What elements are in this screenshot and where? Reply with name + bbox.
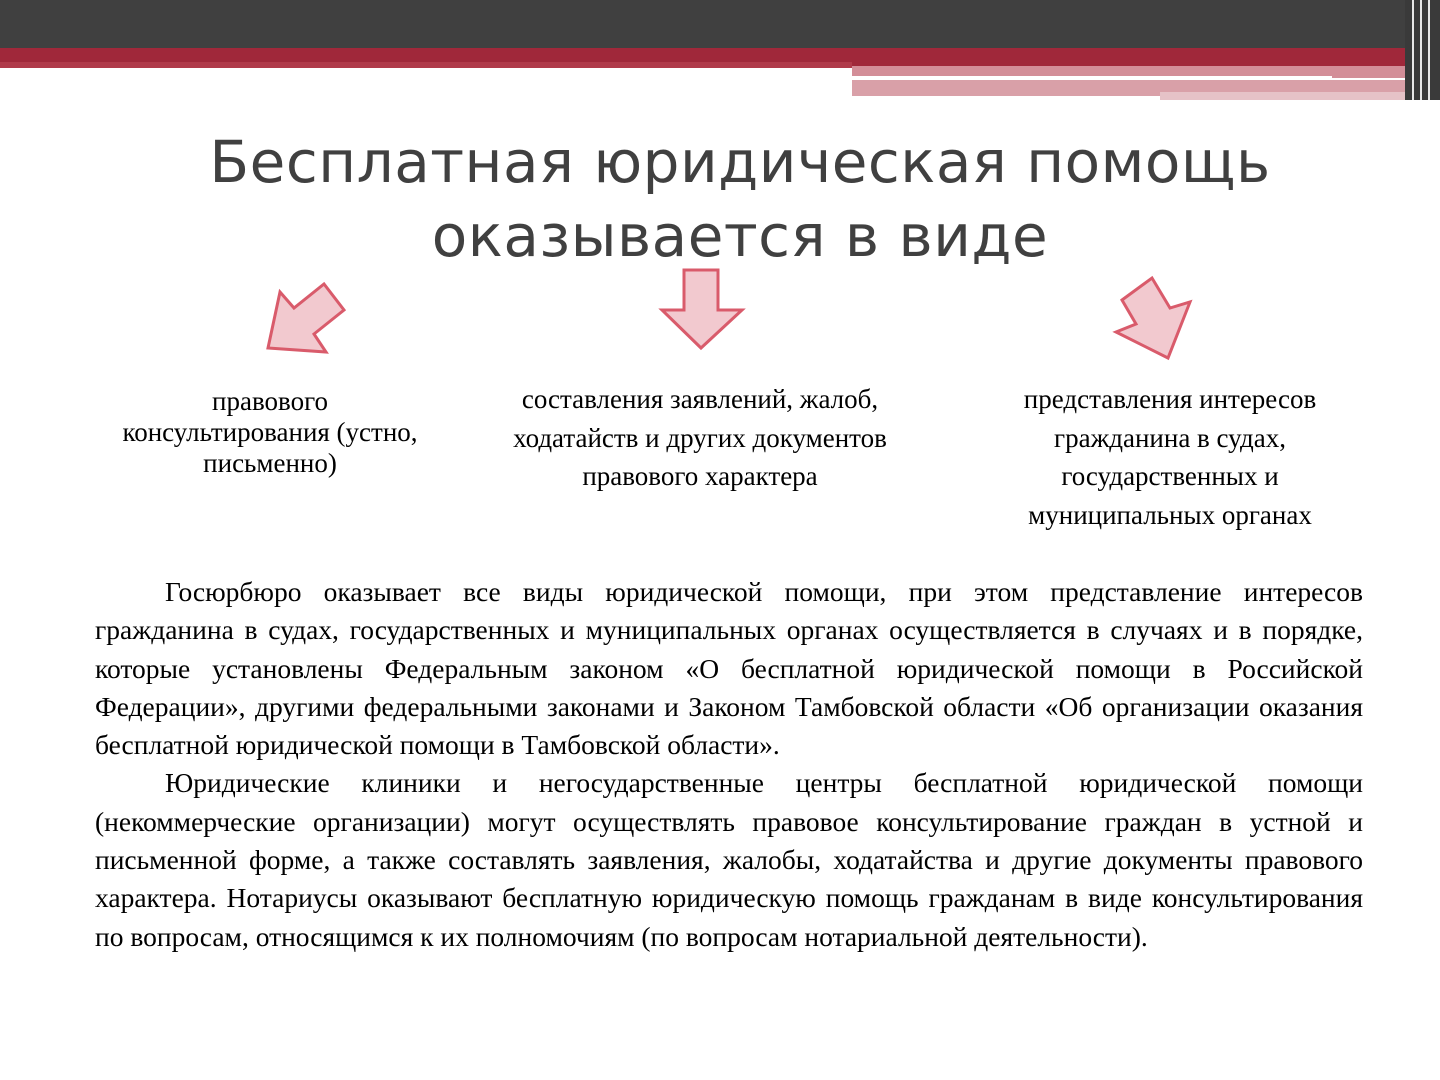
form-representation: представления интересов гражданина в судах, государственных и муниципальных органах xyxy=(1023,384,1317,530)
arrow-down-icon xyxy=(656,266,748,352)
body-paragraph-2: Юридические клиники и негосударственные центры бесплатной юридической помощи (некоммерческие организации) могут осуществлять правовое консультирование граждан в устной и письменной форме, а также составлять заявления, жалобы, ходатайства и другие документы правового характера. Нотариусы оказывают бесплатную юридическую помощь гражданам в виде консультирования по вопросам, относящимся к их полномочиям (по вопросам нотариальной деятельности). xyxy=(95,767,1363,952)
arrow-down-right-icon xyxy=(1110,274,1200,364)
title-line-1: Бесплатная юридическая помощь xyxy=(209,128,1271,196)
header-pink-bar-3 xyxy=(1160,92,1440,100)
header-white-line xyxy=(852,76,1332,79)
header-vertical-line xyxy=(1428,0,1430,100)
body-paragraph-1: Госюрбюро оказывает все виды юридической помощи, при этом представление интересов гражданина в судах, государственных и муниципальных органах осуществляется в случаях и в порядке, которые установлены Федеральным законом «О бесплатной юридической помощи в Российской Федерации», другими федеральными законами и Законом Тамбовской области «Об организации оказания бесплатной юридической помощи в Тамбовской области». xyxy=(95,576,1363,761)
header-dark-bar xyxy=(0,0,1440,48)
arrow-down-left-icon xyxy=(260,278,352,362)
header-vertical-line xyxy=(1420,0,1422,100)
header-red-bar-lower xyxy=(0,62,852,68)
form-legal-consulting: правового консультирования (устно, письменно) xyxy=(122,386,418,478)
form-document-drafting: составления заявлений, жалоб, ходатайств и других документов правового характера xyxy=(513,384,887,491)
body-text xyxy=(95,573,1363,956)
title-line-2: оказывается в виде xyxy=(431,202,1049,270)
header-right-edge xyxy=(1405,0,1440,100)
header-vertical-line xyxy=(1412,0,1414,100)
page-title xyxy=(180,125,1300,273)
